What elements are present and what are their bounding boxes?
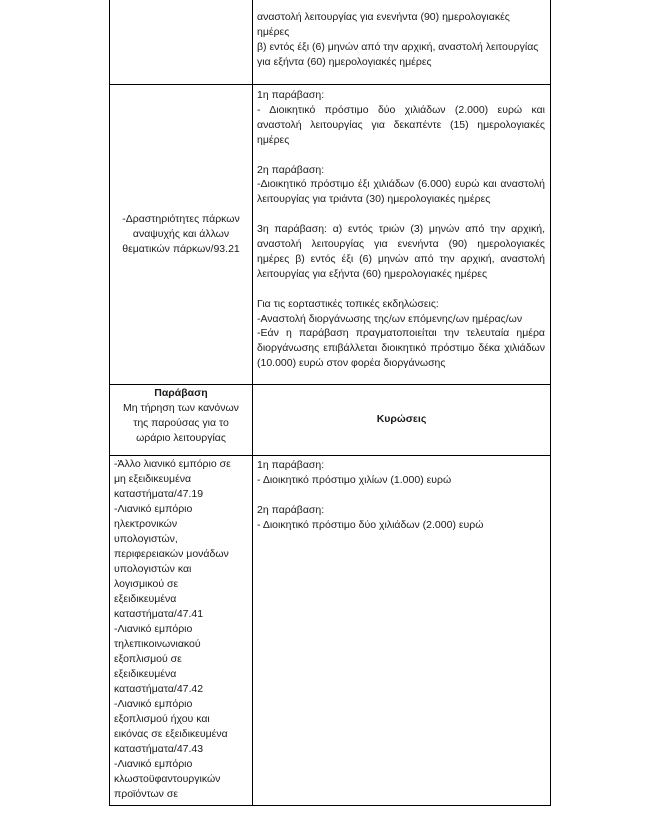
row2-activity-line: θεματικών πάρκων/93.21 bbox=[122, 242, 240, 255]
row3-activity-line: εξειδικευμένα bbox=[114, 668, 177, 680]
row3-activity-line: προϊόντων σε bbox=[114, 788, 179, 800]
row3-activity-line: εξοπλισμού ήχου και bbox=[114, 713, 210, 725]
row3-sanctions-cell bbox=[257, 458, 545, 533]
events-title: Για τις εορταστικές τοπικές εκδηλώσεις: bbox=[257, 297, 439, 310]
second-violation-title: 2η παράβαση: bbox=[257, 163, 325, 176]
row2-violation-cell bbox=[111, 212, 251, 257]
row-divider-1 bbox=[109, 84, 551, 85]
row3-activity-line: εξοπλισμού σε bbox=[114, 653, 182, 665]
row3-second-violation-text: - Διοικητικό πρόστιμο δύο χιλιάδων (2.000) ευρώ bbox=[257, 518, 484, 531]
table-border-right bbox=[550, 0, 551, 806]
row-divider-3 bbox=[109, 455, 551, 456]
events-suspension: -Αναστολή διοργάνωσης της/ων επόμενης/ων ημέρας/ων bbox=[257, 312, 523, 325]
table-border-bottom bbox=[109, 805, 551, 806]
row2-activity-line: αναψυχής και άλλων bbox=[132, 227, 230, 240]
row3-violation-cell bbox=[114, 457, 252, 802]
row3-activity-line: εικόνας σε εξειδικευμένα bbox=[114, 728, 228, 740]
row3-activity-line: καταστήματα/47.43 bbox=[114, 743, 204, 755]
row3-first-violation-title: 1η παράβαση: bbox=[257, 459, 325, 471]
header-violation-sub: Μη τήρηση των κανόνων bbox=[123, 401, 239, 414]
row3-activity-line: -Άλλο λιανικό εμπόριο σε bbox=[114, 458, 231, 470]
first-violation-text: - Διοικητικό πρόστιμο δύο χιλιάδων (2.000) ευρώ και αναστολή λειτουργίας για δεκαπέντε (15) ημερολογιακές ημέρες bbox=[257, 103, 545, 146]
row3-activity-line: περιφερειακών μονάδων bbox=[114, 548, 229, 560]
row3-activity-line: καταστήματα/47.42 bbox=[114, 683, 204, 695]
row3-activity-line: κλωστοϋφαντουργικών bbox=[114, 773, 221, 785]
row3-activity-line: καταστήματα/47.41 bbox=[114, 608, 204, 620]
row3-activity-line: υπολογιστών και bbox=[114, 563, 192, 575]
row3-activity-line: τηλεπικοινωνιακού bbox=[114, 638, 201, 650]
row3-activity-line: εξειδικευμένα bbox=[114, 593, 177, 605]
header-violation-sub: της παρούσας για το bbox=[133, 416, 229, 429]
first-violation-title: 1η παράβαση: bbox=[257, 89, 325, 101]
header-sanctions-cell bbox=[253, 412, 550, 427]
row2-activity-line: -Δραστηριότητες πάρκων bbox=[122, 213, 240, 225]
row3-activity-line: ηλεκτρονικών bbox=[114, 518, 178, 530]
header-violation-title: Παράβαση bbox=[154, 387, 208, 399]
events-fine: -Εάν η παράβαση πραγματοποιείται την τελευταία ημέρα διοργάνωσης επιβάλλεται διοικητικό πρόστιμο δέκα χιλιάδων (10.000) ευρώ στον φορέα διοργάνωσης bbox=[257, 327, 545, 370]
column-divider bbox=[252, 0, 253, 806]
row3-activity-line: -Λιανικό εμπόριο bbox=[114, 698, 193, 710]
second-violation-text: -Διοικητικό πρόστιμο έξι χιλιάδων (6.000) ευρώ και αναστολή λειτουργίας για τριάντα (30) ημερολογιακές ημέρες bbox=[257, 178, 545, 206]
row3-activity-line: λογισμικού σε bbox=[114, 578, 179, 590]
row1-sanctions-cell bbox=[257, 10, 545, 70]
row-divider-2 bbox=[109, 384, 551, 385]
third-violation-text: 3η παράβαση: α) εντός τριών (3) μηνών από την αρχική, αναστολή λειτουργίας για ενενήντα (90) ημερολογιακές ημέρες β) εντός έξι (6) μηνών από την αρχική, αναστολή λειτουργίας για εξήντα (60) ημερολογιακές ημέρες bbox=[257, 223, 545, 280]
row3-activity-line: -Λιανικό εμπόριο bbox=[114, 758, 193, 770]
header-violation-cell bbox=[111, 386, 251, 446]
header-sanctions-title: Κυρώσεις bbox=[376, 413, 427, 425]
row3-activity-line: μη εξειδικευμένα bbox=[114, 473, 192, 485]
row3-activity-line: -Λιανικό εμπόριο bbox=[114, 503, 193, 515]
row3-activity-line: υπολογιστών, bbox=[114, 533, 178, 545]
row3-second-violation-title: 2η παράβαση: bbox=[257, 503, 325, 516]
table-border-left bbox=[109, 0, 110, 806]
row1-line: β) εντός έξι (6) μηνών από την αρχική, αναστολή λειτουργίας bbox=[257, 40, 539, 53]
row1-line: για εξήντα (60) ημερολογιακές ημέρες bbox=[257, 55, 432, 68]
row1-line: αναστολή λειτουργίας για ενενήντα (90) ημερολογιακές ημέρες bbox=[257, 11, 510, 38]
row3-activity-line: καταστήματα/47.19 bbox=[114, 488, 204, 500]
sanctions-table bbox=[109, 0, 551, 806]
row3-first-violation-text: - Διοικητικό πρόστιμο χιλίων (1.000) ευρώ bbox=[257, 473, 452, 486]
row2-sanctions-cell bbox=[257, 88, 545, 371]
header-violation-sub: ωράριο λειτουργίας bbox=[136, 431, 226, 444]
row3-activity-line: -Λιανικό εμπόριο bbox=[114, 623, 193, 635]
